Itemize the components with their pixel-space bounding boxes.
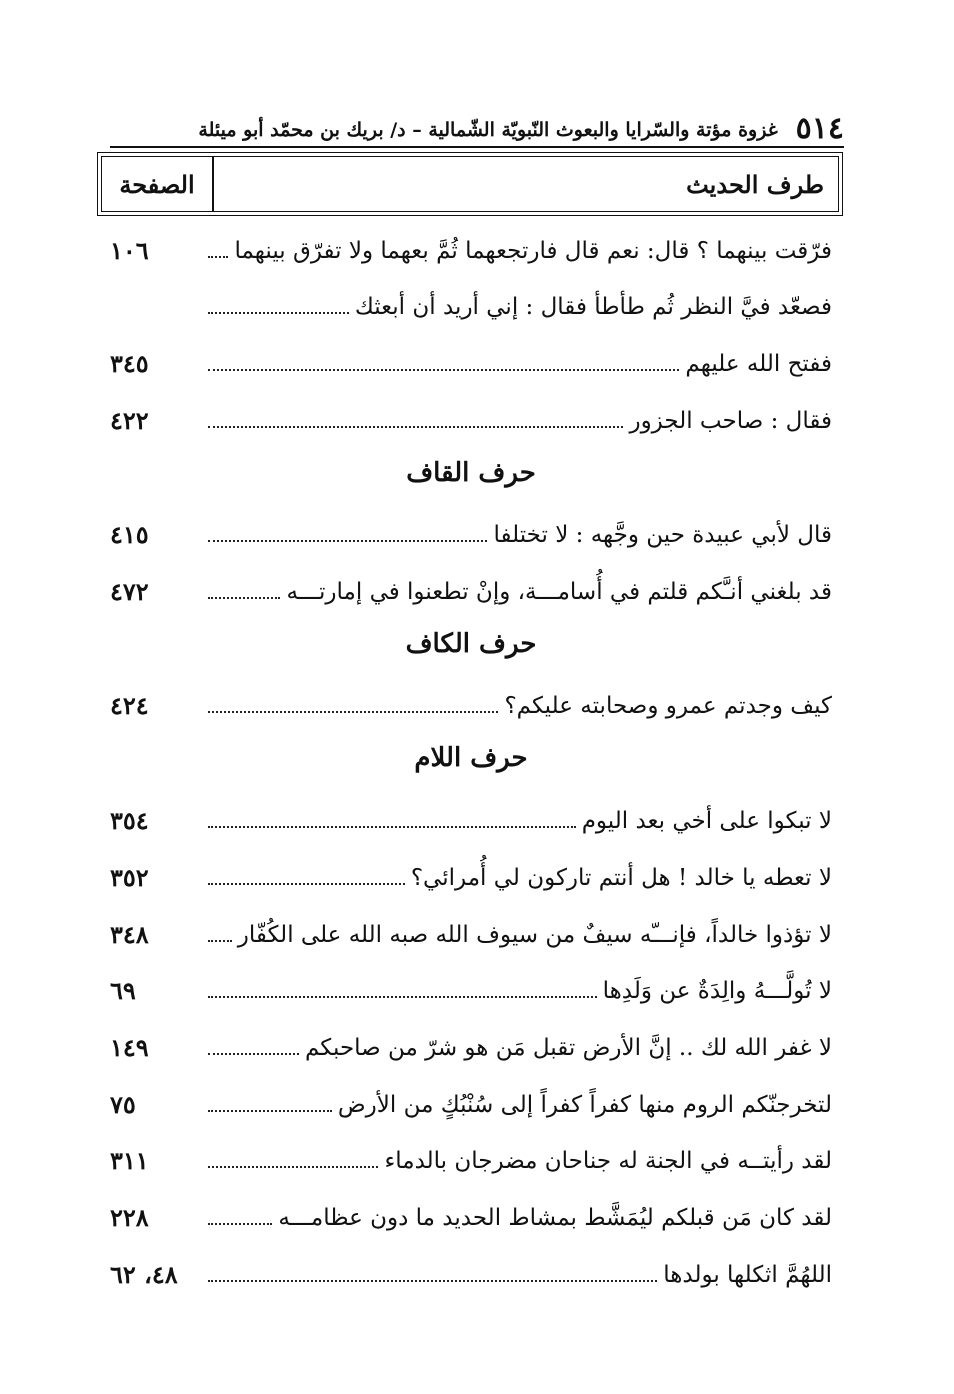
index-entry-row xyxy=(110,567,832,607)
page-reference: ٦٩ xyxy=(110,976,136,1006)
dot-leader xyxy=(208,256,228,258)
hadith-text: لا غفر الله لك .. إنَّ الأرض تقبل مَن هو شرّ من صاحبكم xyxy=(305,1035,832,1062)
page-reference: ٤٢٤ xyxy=(110,691,149,721)
index-entry-row xyxy=(110,1136,832,1176)
hadith-text: فرّقت بينهما ؟ قال: نعم قال فارتجعهما ثُمَّ بعهما ولا تفرّق بينهما xyxy=(234,238,832,265)
index-entry-row xyxy=(110,853,832,893)
hadith-text: اللهُمَّ اثكلها بولدها xyxy=(663,1262,832,1289)
hadith-text: ففتح الله عليهم xyxy=(685,351,832,378)
section-heading: حرف اللام xyxy=(414,743,528,773)
index-entry-row xyxy=(110,282,832,322)
index-entry-row xyxy=(110,1080,832,1120)
dot-leader xyxy=(208,940,232,942)
page-reference: ٣٥٤ xyxy=(110,806,149,836)
index-entry-row xyxy=(110,226,832,266)
dot-leader xyxy=(208,540,487,542)
index-entry-row xyxy=(110,1250,832,1290)
page-reference: ١٤٩ xyxy=(110,1033,149,1063)
page-reference: ٧٥ xyxy=(110,1090,136,1120)
hadith-text: لا تعطه يا خالد ! هل أنتم تاركون لي أُمرائي؟ xyxy=(410,865,832,892)
index-entry-row xyxy=(110,1023,832,1063)
hadith-column-header: طرف الحديث xyxy=(212,157,838,211)
dot-leader xyxy=(208,312,349,314)
page-reference: ٣٤٥ xyxy=(110,349,149,379)
index-entry-row xyxy=(110,510,832,550)
page-reference: ٤٨، ٦٢ xyxy=(110,1260,178,1290)
dot-leader xyxy=(208,996,597,998)
dot-leader xyxy=(208,597,280,599)
dot-leader xyxy=(208,1166,378,1168)
hadith-text: لا تبكوا على أخي بعد اليوم xyxy=(581,808,832,835)
index-table-header-inner xyxy=(101,156,839,212)
header-rule xyxy=(110,146,844,148)
page-column-header: الصفحة xyxy=(119,169,195,199)
hadith-text: قد بلغني أنـَّكم قلتم في أُسامـــة، وإنْ تطعنوا في إمارتـــه xyxy=(286,579,832,606)
dot-leader xyxy=(208,1110,332,1112)
dot-leader xyxy=(208,1223,272,1225)
dot-leader xyxy=(208,826,576,828)
page-reference: ١٠٦ xyxy=(110,236,149,266)
index-entry-row xyxy=(110,396,832,436)
hadith-text: لقد كان مَن قبلكم ليُمَشَّط بمشاط الحديد ما دون عظامـــه xyxy=(278,1205,832,1232)
index-table-header xyxy=(97,152,843,216)
hadith-text: فصعّد فيَّ النظر ثُم طأطأ فقال : إني أريد أن أبعثك xyxy=(354,294,832,321)
page-reference: ٤١٥ xyxy=(110,520,149,550)
dot-leader xyxy=(208,883,405,885)
index-entry-row xyxy=(110,966,832,1006)
page-reference: ٣٤٨ xyxy=(110,920,149,950)
index-entry-row xyxy=(110,796,832,836)
dot-leader xyxy=(208,1053,299,1055)
running-title: غزوة مؤتة والسّرايا والبعوث النّبويّة الشّمالية – د/ بريك بن محمّد أبو ميئلة xyxy=(198,119,778,141)
page-reference: ٣١١ xyxy=(110,1146,149,1176)
hadith-text: فقال : صاحب الجزور xyxy=(629,408,832,435)
index-entry-row xyxy=(110,910,832,950)
index-entry-row xyxy=(110,681,832,721)
hadith-text: قال لأبي عبيدة حين وجَّهه : لا تختلفا xyxy=(493,522,832,549)
hadith-text: لا تُولَّـــهُ والِدَةٌ عن وَلَدِها xyxy=(602,978,832,1005)
page-number: ٥١٤ xyxy=(795,111,844,146)
hadith-text: لتخرجنّكم الروم منها كفراً كفراً إلى سُنْبُكٍ من الأرض xyxy=(337,1092,832,1119)
dot-leader xyxy=(208,426,623,428)
dot-leader xyxy=(208,369,679,371)
dot-leader xyxy=(208,1280,657,1282)
index-entry-row xyxy=(110,339,832,379)
dot-leader xyxy=(208,711,498,713)
section-heading: حرف الكاف xyxy=(405,629,537,659)
running-header xyxy=(110,104,844,144)
section-heading: حرف القاف xyxy=(406,458,536,488)
page-reference: ٢٢٨ xyxy=(110,1203,149,1233)
hadith-text: لا تؤذوا خالداً، فإنـــّه سيفٌ من سيوف الله صبه الله على الكُفّار xyxy=(237,922,832,949)
hadith-text: لقد رأيتــه في الجنة له جناحان مضرجان بالدماء xyxy=(384,1148,832,1175)
page-reference: ٣٥٢ xyxy=(110,863,149,893)
page-reference: ٤٢٢ xyxy=(110,406,149,436)
page-reference: ٤٧٢ xyxy=(110,577,149,607)
hadith-text: كيف وجدتم عمرو وصحابته عليكم؟ xyxy=(504,693,832,720)
index-entry-row xyxy=(110,1193,832,1233)
